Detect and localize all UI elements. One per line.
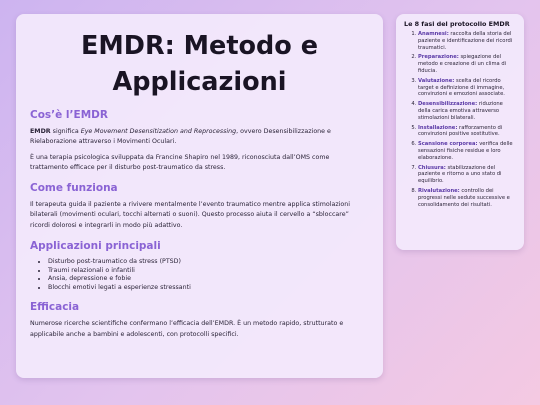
paragraph-how-it-works: Il terapeuta guida il paziente a rivivere mentalmente l’evento traumatico mentre applica stimolazioni bilaterali (movimenti oculari, tocchi alternati o suoni). Questo processo aiuta il cervello a “sbloccare” ricordi dolorosi e integrarli in modo più adattivo. [30,201,351,229]
phase-item [418,101,516,121]
main-card [16,14,383,378]
phase-item [418,188,516,208]
phase-desc: controllo dei progressi nelle sedute successive e consolidamento dei risultati. [418,187,510,208]
phase-desc: rafforzamento di convinzioni positive sostitutive. [418,124,503,138]
phase-desc: spiegazione del metodo e creazione di un clima di fiducia. [418,54,507,74]
applications-list [30,258,369,292]
phase-name: Desensibilizzazione: [418,101,478,108]
phase-name: Anamnesi: [418,31,449,37]
phase-desc: verifica delle sensazioni fisiche residue e loro elaborazione. [418,141,513,161]
phase-name: Rivalutazione: [418,187,460,194]
phase-desc: scelta del ricordo target e definizione di immagine, convinzioni e emozioni associate. [418,77,505,98]
phase-item [418,54,516,74]
section-heading-applicazioni: Applicazioni principali [30,240,161,253]
paragraph-emdr-definition [30,127,369,148]
phase-desc: riduzione della carica emotiva attraverso stimolazioni bilaterali. [418,101,503,121]
phase-name: Chiusura: [418,164,446,171]
phases-sidebar [396,14,524,250]
page-title: EMDR: Metodo e Applicazioni [81,31,318,97]
paragraph-history: È una terapia psicologica sviluppata da Francine Shapiro nel 1989, riconosciuta dall’OMS come trattamento efficace per il disturbo post-traumatico da stress. [30,153,330,171]
paragraph-efficacy: Numerose ricerche scientifiche confermano l’efficacia dell’EMDR. È un metodo rapido, strutturato e applicabile anche a bambini e adolescenti, con protocolli specifici. [30,320,344,338]
definition-rest: , ovvero Desensibilizzazione e Rielaborazione attraverso i Movimenti Oculari. [30,128,331,146]
phase-name: Scansione corporea: [418,141,478,148]
phase-item [418,165,516,185]
phase-name: Valutazione: [418,77,455,84]
list-item: • Blocchi emotivi legati a esperienze stressanti [48,284,369,293]
emdr-term: EMDR [30,128,51,135]
definition-middle: significa [50,128,81,135]
phase-desc: raccolta della storia del paziente e identificazione dei ricordi traumatici. [418,31,513,51]
english-name: Eye Movement Desensitization and Reprocessing [80,128,237,135]
phase-item [418,125,516,139]
phase-item [418,141,516,161]
section-heading-cose: Cos’è l’EMDR [30,109,108,121]
phase-name: Installazione: [418,124,458,131]
sidebar-title: Le 8 fasi del protocollo EMDR [404,20,510,28]
list-item: • Ansia, depressione e fobie [48,275,369,284]
phase-item [418,31,516,51]
phases-list [404,31,516,208]
phase-item [418,78,516,98]
section-heading-come: Come funziona [30,182,118,195]
section-heading-efficacia: Efficacia [30,301,80,314]
phase-desc: stabilizzazione del paziente e ritorno a uno stato di equilibrio. [418,164,502,185]
list-item: • Disturbo post-traumatico da stress (PTSD) [48,258,369,267]
phase-name: Preparazione: [418,54,459,61]
list-item: • Traumi relazionali o infantili [48,267,369,276]
